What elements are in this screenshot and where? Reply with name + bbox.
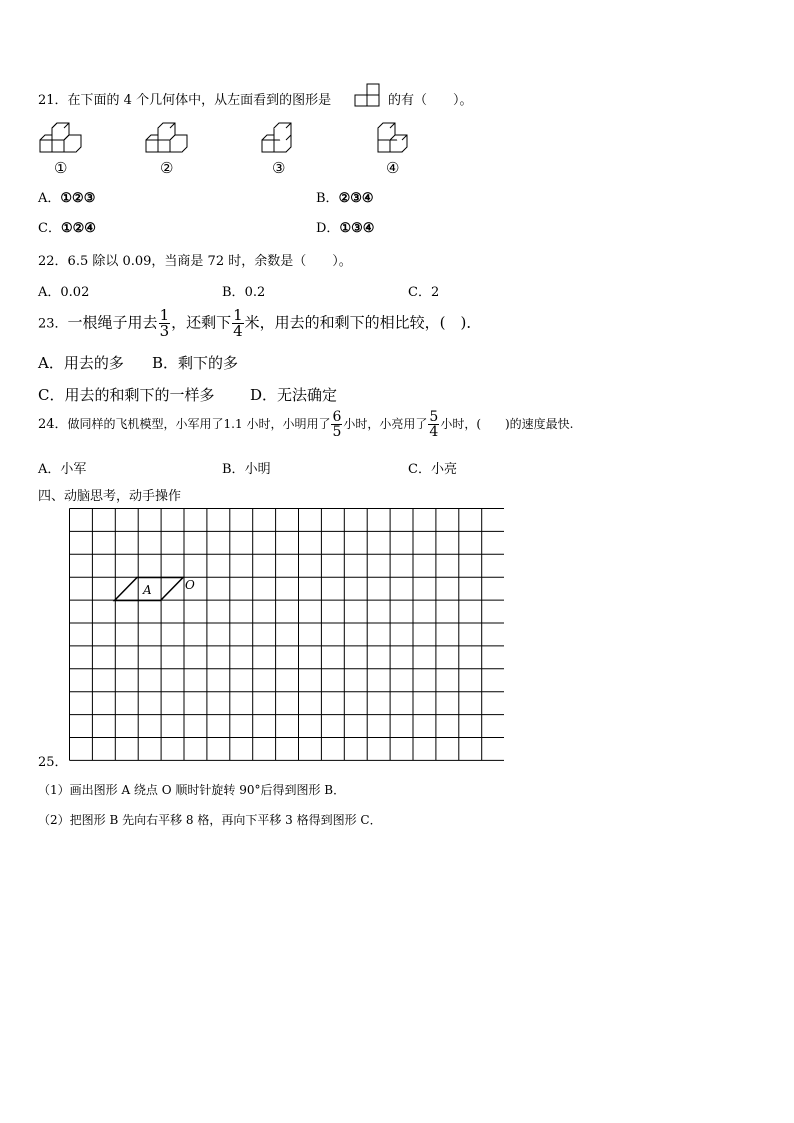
figure-label-2: ② [160,159,174,177]
q21-option-d: D．①③④ [316,221,375,236]
q21-text-before: 在下面的 4 个几何体中，从左面看到的图形是 [67,93,332,108]
solid-figure-4-icon [372,122,422,158]
left-view-icon [354,83,382,107]
q22-stem: 22．6.5 除以 0.09，当商是 72 时，余数是（ ）。 [38,254,352,269]
q25-subquestion-2: （2）把图形 B 先向右平移 8 格，再向下平移 3 格得到图形 C． [38,813,382,827]
q23-stem: 23．一根绳子用去 $\frac{1}{3}$ ，还剩下 $\frac{1}{4}$ 米，用去的和剩下的相比较，( )． [38,306,482,340]
q21-option-a: A．①②③ [38,191,96,206]
fraction-one-quarter: $\frac{1}{4}$ [233,306,243,340]
q21-text-after: 的有（ ）。 [388,93,473,108]
q22-option-a: A．0.02 [38,285,90,300]
q24-stem: 24．做同样的飞机模型，小军用了1.1 小时，小明用了 $\frac{6}{5}$ 小时，小亮用了 $\frac{5}{4}$ 小时，( )的速度最快. [38,409,574,440]
fraction-one-third: $\frac{1}{3}$ [159,306,170,340]
q22-option-c: C．2 [408,285,440,300]
fraction-six-fifths: $\frac{6}{5}$ [332,409,342,440]
point-label-o: O [185,578,195,592]
q25-number: 25． [38,755,68,770]
q23-option-a: A．用去的多 [38,354,124,372]
q21-stem [38,89,331,108]
solid-figure-3-icon [258,122,308,158]
q22-option-b: B．0.2 [222,285,266,300]
q24-option-b: B．小明 [222,462,271,477]
fraction-five-quarters: $\frac{5}{4}$ [429,409,439,440]
solid-figure-2-icon [142,122,192,158]
q24-option-c: C．小亮 [408,462,457,477]
grid-lines [70,509,505,761]
q25-subquestion-1: （1）画出图形 A 绕点 O 顺时针旋转 90°后得到图形 B． [38,783,346,797]
q24-option-a: A．小军 [38,462,87,477]
grid-figure [66,507,504,765]
q21-number: 21． [38,93,68,108]
figure-label-1: ① [54,159,68,177]
q21-option-b: B．②③④ [316,191,374,206]
shape-label-a: A [143,583,152,597]
q23-option-c: C．用去的和剩下的一样多 [38,386,215,404]
section-title: 四、动脑思考，动手操作 [38,489,182,504]
q21-option-c: C．①②④ [38,221,96,236]
solid-figure-1-icon [36,122,86,158]
figure-label-4: ④ [386,159,400,177]
q23-option-d: D．无法确定 [250,386,338,404]
figure-label-3: ③ [272,159,286,177]
q23-option-b: B．剩下的多 [152,354,239,372]
